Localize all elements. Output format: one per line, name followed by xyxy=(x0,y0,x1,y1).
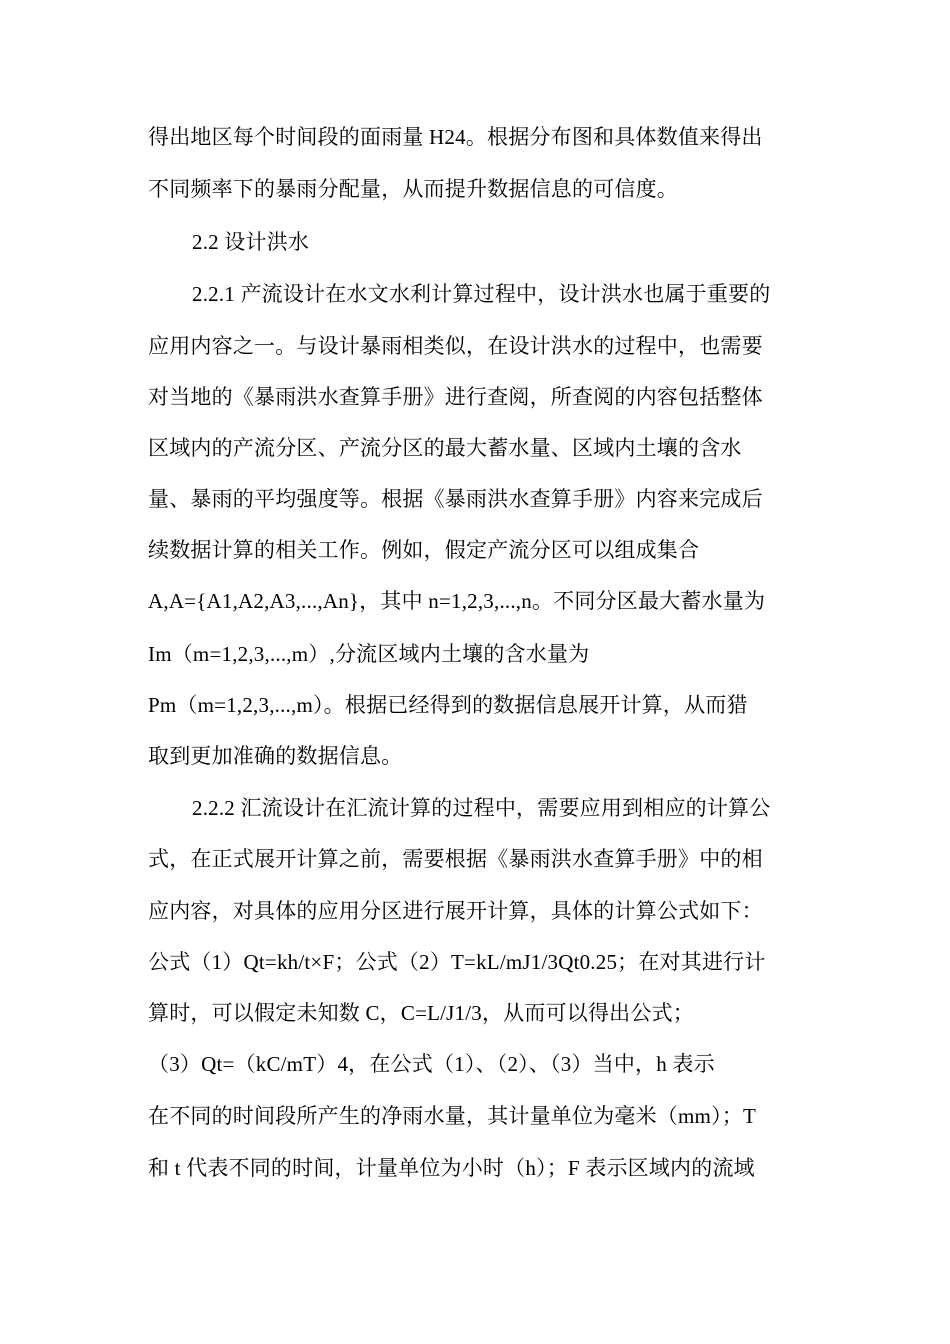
paragraph-line: 算时，可以假定未知数 C，C=L/J1/3，从而可以得出公式； xyxy=(148,1001,694,1025)
formula-line: （3）Qt=（kC/mT）4，在公式（1）、（2）、（3）当中，h 表示 xyxy=(148,1052,715,1076)
paragraph-line: 2.2.2 汇流设计在汇流计算的过程中，需要应用到相应的计算公 xyxy=(192,796,771,820)
section-heading: 2.2 设计洪水 xyxy=(192,230,310,254)
paragraph-line: 在不同的时间段所产生的净雨水量，其计量单位为毫米（mm）；T xyxy=(148,1104,756,1128)
paragraph-line: 不同频率下的暴雨分配量，从而提升数据信息的可信度。 xyxy=(148,177,678,201)
paragraph-line: 区域内的产流分区、产流分区的最大蓄水量、区域内土壤的含水 xyxy=(148,436,742,460)
paragraph-line: 式，在正式展开计算之前，需要根据《暴雨洪水查算手册》中的相 xyxy=(148,847,763,871)
paragraph-line: 和 t 代表不同的时间，计量单位为小时（h）；F 表示区域内的流域 xyxy=(148,1156,755,1180)
paragraph-line: 续数据计算的相关工作。例如，假定产流分区可以组成集合 xyxy=(148,538,700,562)
paragraph-line: 应用内容之一。与设计暴雨相类似，在设计洪水的过程中，也需要 xyxy=(148,334,763,358)
paragraph-line: Pm（m=1,2,3,...,m）。根据已经得到的数据信息展开计算，从而猎 xyxy=(148,693,748,717)
paragraph-line: Im（m=1,2,3,...,m）,分流区域内土壤的含水量为 xyxy=(148,642,590,666)
paragraph-line: 取到更加准确的数据信息。 xyxy=(148,744,403,768)
paragraph-line: 对当地的《暴雨洪水查算手册》进行查阅，所查阅的内容包括整体 xyxy=(148,385,763,409)
paragraph-line: 2.2.1 产流设计在水文水利计算过程中，设计洪水也属于重要的 xyxy=(192,282,771,306)
paragraph-line: 得出地区每个时间段的面雨量 H24。根据分布图和具体数值来得出 xyxy=(148,125,763,149)
formula-line: 公式（1）Qt=kh/t×F；公式（2）T=kL/mJ1/3Qt0.25；在对其进行计 xyxy=(148,950,766,974)
paragraph-line: 应内容，对具体的应用分区进行展开计算，具体的计算公式如下： xyxy=(148,899,763,923)
paragraph-line: A,A={A1,A2,A3,...,An}，其中 n=1,2,3,...,n。不同分区最大蓄水量为 xyxy=(148,589,766,613)
paragraph-line: 量、暴雨的平均强度等。根据《暴雨洪水查算手册》内容来完成后 xyxy=(148,487,763,511)
